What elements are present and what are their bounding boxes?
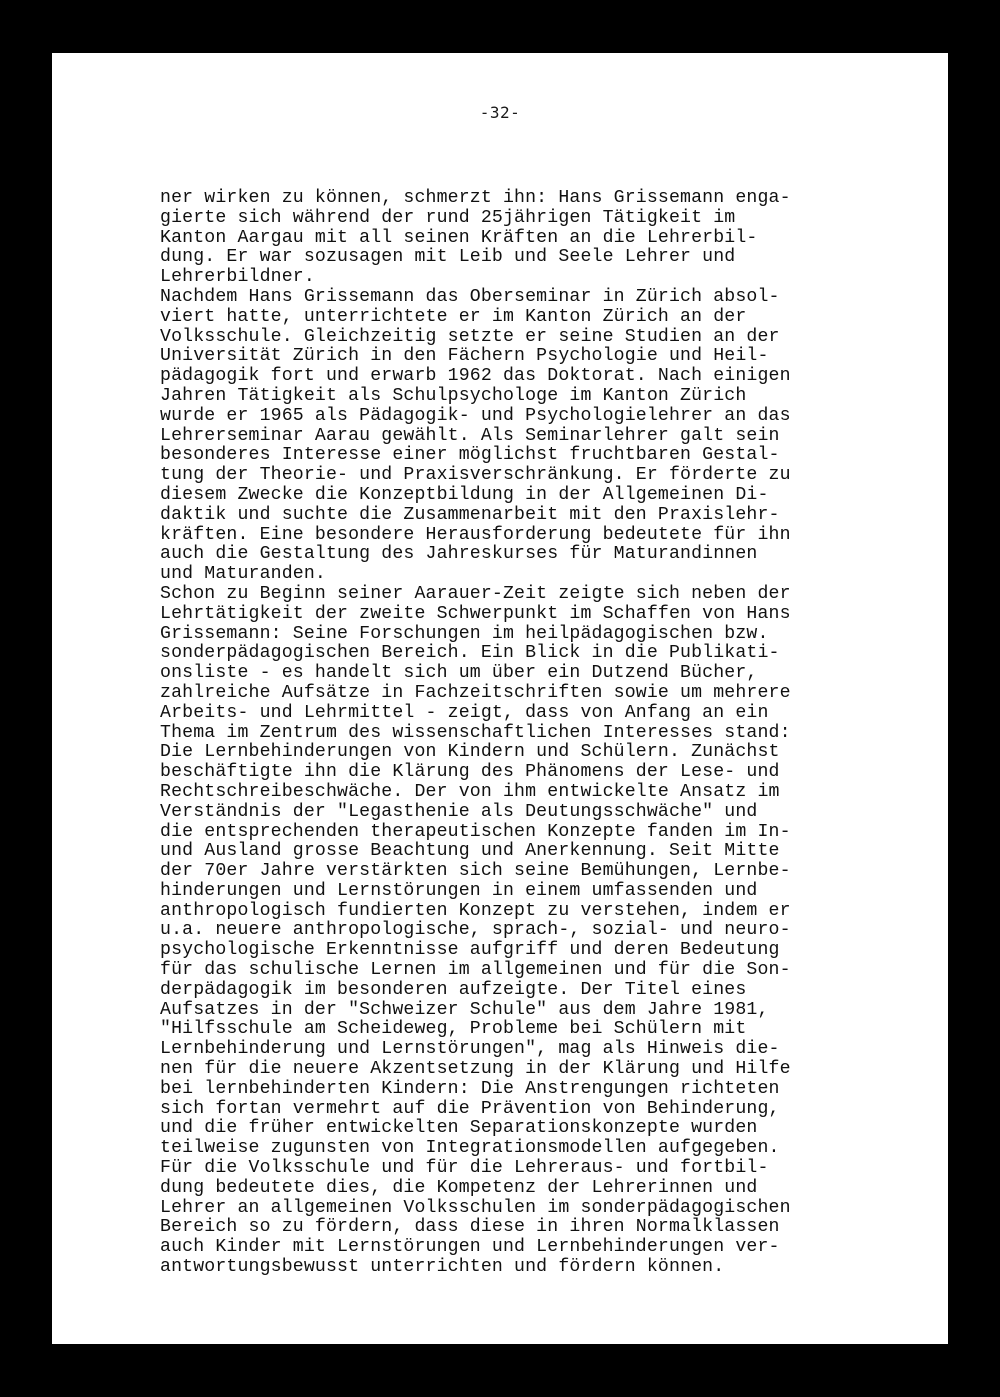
text-line: anthropologisch fundierten Konzept zu verstehen, indem er xyxy=(160,900,791,921)
text-line: daktik und suchte die Zusammenarbeit mit den Praxislehr- xyxy=(160,504,780,525)
text-line: wurde er 1965 als Pädagogik- und Psychologielehrer an das xyxy=(160,405,791,426)
text-line: besonderes Interesse einer möglichst fruchtbaren Gestal- xyxy=(160,445,780,466)
text-line: Kanton Aargau mit all seinen Kräften an die Lehrerbil- xyxy=(160,227,758,248)
text-line: teilweise zugunsten von Integrationsmodellen aufgegeben. xyxy=(160,1138,780,1159)
text-line: die entsprechenden therapeutischen Konzepte fanden im In- xyxy=(160,821,791,842)
text-line: gierte sich während der rund 25jährigen Tätigkeit im xyxy=(160,207,736,228)
text-line: und Maturanden. xyxy=(160,564,326,585)
text-line: derpädagogik im besonderen aufzeigte. Der Titel eines xyxy=(160,979,747,1000)
text-line: psychologische Erkenntnisse aufgriff und deren Bedeutung xyxy=(160,940,780,961)
text-line: für das schulische Lernen im allgemeinen und für die Son- xyxy=(160,960,791,981)
text-line: Lehrtätigkeit der zweite Schwerpunkt im Schaffen von Hans xyxy=(160,603,791,624)
text-line: Rechtschreibeschwäche. Der von ihm entwickelte Ansatz im xyxy=(160,781,780,802)
text-line: und Ausland grosse Beachtung und Anerkennung. Seit Mitte xyxy=(160,841,780,862)
text-line: nen für die neuere Akzentsetzung in der Klärung und Hilfe xyxy=(160,1059,791,1080)
text-line: auch Kinder mit Lernstörungen und Lernbehinderungen ver- xyxy=(160,1237,780,1258)
text-line: ner wirken zu können, schmerzt ihn: Hans Grissemann enga- xyxy=(160,188,791,208)
text-line: hinderungen und Lernstörungen in einem umfassenden und xyxy=(160,880,758,901)
text-line: Volksschule. Gleichzeitig setzte er seine Studien an der xyxy=(160,326,780,347)
text-line: Grissemann: Seine Forschungen im heilpädagogischen bzw. xyxy=(160,623,769,644)
text-line: viert hatte, unterrichtete er im Kanton Zürich an der xyxy=(160,306,747,327)
text-line: Lernbehinderung und Lernstörungen", mag als Hinweis die- xyxy=(160,1039,780,1060)
text-line: onsliste - es handelt sich um über ein Dutzend Bücher, xyxy=(160,663,758,684)
text-line: sich fortan vermehrt auf die Prävention von Behinderung, xyxy=(160,1098,780,1119)
text-line: pädagogik fort und erwarb 1962 das Doktorat. Nach einigen xyxy=(160,366,791,387)
text-line: u.a. neuere anthropologische, sprach-, sozial- und neuro- xyxy=(160,920,791,941)
text-line: der 70er Jahre verstärkten sich seine Bemühungen, Lernbe- xyxy=(160,861,791,882)
text-line: sonderpädagogischen Bereich. Ein Blick in die Publikati- xyxy=(160,643,780,664)
text-line: diesem Zwecke die Konzeptbildung in der Allgemeinen Di- xyxy=(160,484,769,505)
text-line: Arbeits- und Lehrmittel - zeigt, dass von Anfang an ein xyxy=(160,702,769,723)
text-line: Verständnis der "Legasthenie als Deutungsschwäche" und xyxy=(160,801,758,822)
text-line: Die Lernbehinderungen von Kindern und Schülern. Zunächst xyxy=(160,742,780,763)
text-line: tung der Theorie- und Praxisverschränkung. Er förderte zu xyxy=(160,465,791,486)
text-line: zahlreiche Aufsätze in Fachzeitschriften sowie um mehrere xyxy=(160,682,791,703)
text-line: dung bedeutete dies, die Kompetenz der Lehrerinnen und xyxy=(160,1177,758,1198)
text-line: Schon zu Beginn seiner Aarauer-Zeit zeigte sich neben der xyxy=(160,583,791,604)
document-page xyxy=(52,53,948,1344)
text-line: Für die Volksschule und für die Lehreraus- und fortbil- xyxy=(160,1158,769,1179)
text-line: Lehrerseminar Aarau gewählt. Als Seminarlehrer galt sein xyxy=(160,425,780,446)
text-line: auch die Gestaltung des Jahreskurses für Maturandinnen xyxy=(160,544,758,565)
text-line: antwortungsbewusst unterrichten und fördern können. xyxy=(160,1257,725,1278)
text-line: dung. Er war sozusagen mit Leib und Seele Lehrer und xyxy=(160,247,736,268)
text-line: Lehrer an allgemeinen Volksschulen im sonderpädagogischen xyxy=(160,1197,791,1218)
page-number: -32- xyxy=(479,103,521,122)
body-text xyxy=(160,189,860,1278)
text-line: Aufsatzes in der "Schweizer Schule" aus dem Jahre 1981, xyxy=(160,999,769,1020)
text-line: Thema im Zentrum des wissenschaftlichen Interesses stand: xyxy=(160,722,791,743)
text-line: kräften. Eine besondere Herausforderung bedeutete für ihn xyxy=(160,524,791,545)
text-line: Bereich so zu fördern, dass diese in ihren Normalklassen xyxy=(160,1217,780,1238)
text-line: bei lernbehinderten Kindern: Die Anstrengungen richteten xyxy=(160,1078,780,1099)
text-line: Jahren Tätigkeit als Schulpsychologe im Kanton Zürich xyxy=(160,385,747,406)
text-line: beschäftigte ihn die Klärung des Phänomens der Lese- und xyxy=(160,762,780,783)
text-line: "Hilfsschule am Scheideweg, Probleme bei Schülern mit xyxy=(160,1019,747,1040)
text-line: Universität Zürich in den Fächern Psychologie und Heil- xyxy=(160,346,769,367)
text-line: und die früher entwickelten Separationskonzepte wurden xyxy=(160,1118,758,1139)
text-line: Lehrerbildner. xyxy=(160,267,315,288)
text-line: Nachdem Hans Grissemann das Oberseminar in Zürich absol- xyxy=(160,286,780,307)
